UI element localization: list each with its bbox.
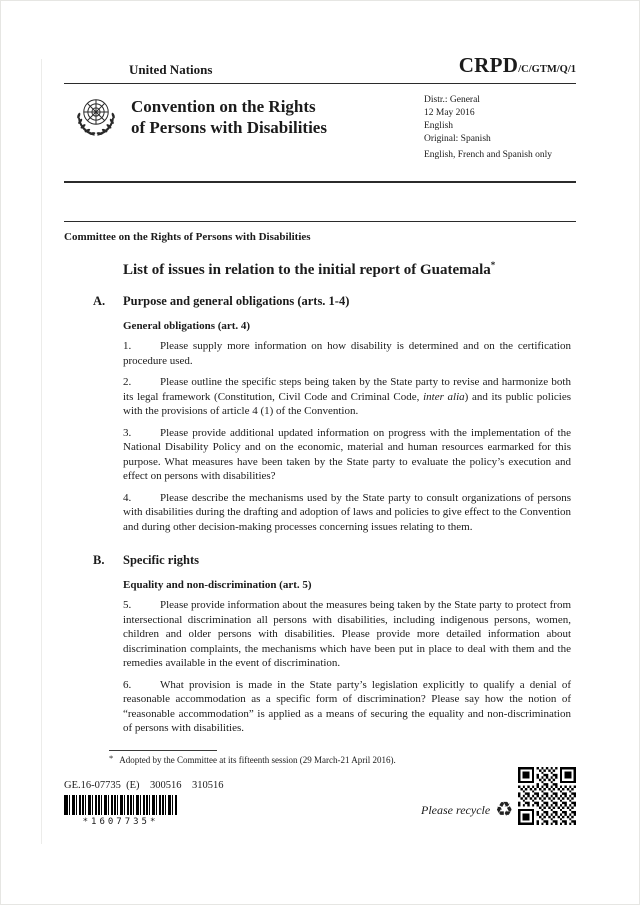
recycle-label: Please recycle — [421, 802, 491, 817]
section-b-label: B. — [93, 553, 105, 567]
paragraph-1-number: 1. — [123, 340, 132, 352]
paragraph-2-text-after: ) and its public policies with the provisions of article 4 (1) of the Convention. — [123, 390, 571, 417]
section-divider-thin — [64, 221, 576, 222]
paragraph-4 — [123, 491, 571, 535]
document-title — [123, 260, 576, 279]
section-a-heading — [93, 294, 576, 309]
languages-note-line: English, French and Spanish only — [424, 150, 552, 160]
original-language-line: Original: Spanish — [424, 134, 491, 144]
distribution-block — [424, 94, 576, 162]
date-line: 12 May 2016 — [424, 108, 475, 118]
section-a-title: Purpose and general obligations (arts. 1-4) — [123, 294, 350, 308]
section-b-heading — [93, 553, 576, 568]
document-title-text: List of issues in relation to the initial report of Guatemala — [123, 262, 491, 278]
convention-title-line2: of Persons with Disabilities — [131, 118, 327, 137]
document-symbol-suffix: /C/GTM/Q/1 — [518, 64, 576, 75]
footnote-text: Adopted by the Committee at its fifteenth session (29 March-21 April 2016). — [119, 754, 396, 765]
paragraph-5 — [123, 598, 571, 671]
title-footnote-marker: * — [490, 260, 496, 270]
footnote-marker: * — [109, 752, 114, 763]
convention-title — [131, 96, 327, 138]
un-emblem-icon — [73, 94, 119, 140]
paragraph-3-number: 3. — [123, 426, 132, 439]
distr-line: Distr.: General — [424, 95, 480, 105]
barcode — [64, 795, 177, 815]
paragraph-6-number: 6. — [123, 678, 132, 691]
footnote-rule — [109, 750, 217, 751]
paragraph-1 — [123, 339, 571, 368]
recycle-note — [421, 800, 513, 820]
footnote — [109, 750, 576, 766]
paragraph-5-text: Please provide information about the measures being taken by the State party to protect from intersectional discrimination all persons with disabilities, including indigenous persons, women, children and older persons with disabilities. Please provide more detailed information about discrimination complaints, the mechanisms which have been put in place to deal with them and the remedies available in the event of discrimination. — [123, 599, 571, 669]
paragraph-2-text: Please outline the specific steps being taken by the State party to revise and harmonize both its legal framework (Constitution, Civil Code and Criminal Code, — [123, 376, 571, 403]
paragraph-2 — [123, 375, 571, 419]
convention-title-line1: Convention on the Rights — [131, 97, 316, 116]
paragraph-3-text: Please provide additional updated information on progress with the implementation of the National Disability Policy and on the economic, material and human resources earmarked for this purpose. What measures have been taken by the State party to evaluate the policy’s execution and effect on persons with disabilities? — [123, 426, 571, 482]
paragraph-6-text: What provision is made in the State party’s legislation explicitly to qualify a denial of reasonable accommodation as a specific form of discrimination? Please say how the notion of “reasonable accommodation” is applied as a means of securing the equality and non-discrimination of persons with disabilities. — [123, 678, 571, 734]
committee-name: Committee on the Rights of Persons with Disabilities — [64, 231, 311, 243]
masthead — [64, 1, 576, 83]
ge-number: GE.16-07735 (E) 300516 310516 — [64, 780, 224, 791]
paragraph-4-number: 4. — [123, 491, 132, 504]
document-symbol-prefix: CRPD — [458, 53, 519, 77]
paragraph-3 — [123, 426, 571, 484]
barcode-text: *1607735* — [82, 817, 159, 827]
paragraph-4-text: Please describe the mechanisms used by the State party to consult organizations of persons with disabilities during the drafting and adoption of laws and policies to give effect to the Convention and during other decision-making processes concerning issues relating to them. — [123, 491, 571, 533]
section-b-title: Specific rights — [123, 553, 200, 567]
qr-code — [518, 767, 576, 825]
subsection-equality: Equality and non-discrimination (art. 5) — [123, 579, 312, 591]
language-line: English — [424, 121, 454, 131]
section-a-label: A. — [93, 294, 106, 308]
paragraph-2-italic: inter alia — [423, 390, 465, 403]
paragraph-5-number: 5. — [123, 599, 132, 611]
subsection-general-obligations: General obligations (art. 4) — [123, 320, 251, 332]
header-block — [64, 84, 576, 181]
document-symbol — [459, 53, 576, 78]
paragraph-1-text: Please supply more information on how disability is determined and on the certification procedure used. — [123, 340, 571, 367]
recycle-icon: ♻ — [495, 799, 514, 821]
org-name: United Nations — [129, 62, 213, 77]
paragraph-2-number: 2. — [123, 376, 132, 388]
scan-edge — [41, 59, 42, 844]
paragraph-6 — [123, 678, 571, 736]
